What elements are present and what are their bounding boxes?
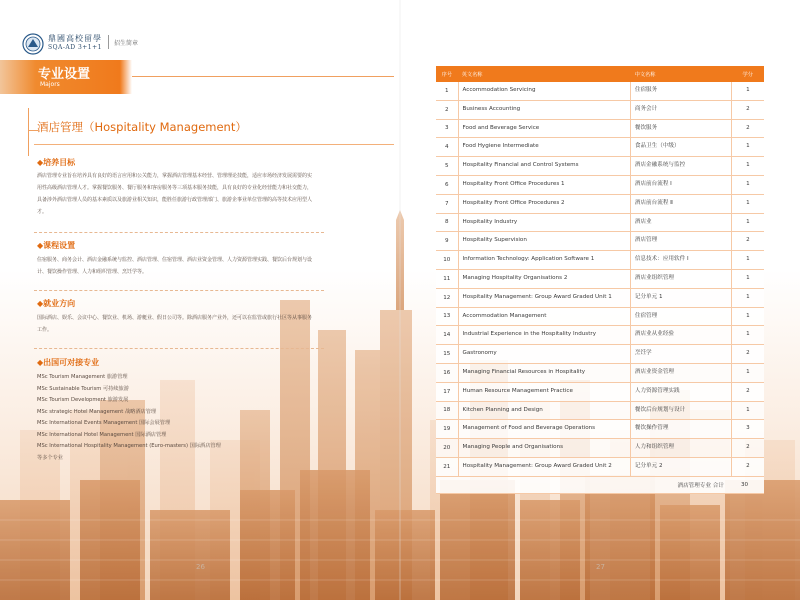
table-row: [436, 214, 764, 233]
course-table: [436, 66, 764, 494]
cell-no: 1: [444, 87, 449, 94]
cell-en: Business Accounting: [458, 101, 630, 119]
table-row: [436, 176, 764, 195]
table-total-row: [436, 477, 764, 494]
cell-credit: 2: [731, 101, 764, 119]
masters-heading: ◆出国可对接专业: [37, 358, 100, 367]
table-row: [436, 345, 764, 364]
cell-en: Hospitality Front Office Procedures 1: [458, 176, 630, 194]
col-header-cn: 中文名称: [634, 71, 656, 78]
cell-cn: 餐饮后台规划与设计: [630, 402, 731, 420]
cell-en: Kitchen Planning and Design: [458, 402, 630, 420]
cell-en: Food Hygiene Intermediate: [458, 138, 630, 156]
list-item: MSc Sustainable Tourism 可持续旅游: [37, 385, 129, 392]
cell-en: Gastronomy: [458, 345, 630, 363]
cell-cn: 住宿服务: [630, 82, 731, 100]
table-row: [436, 289, 764, 308]
cell-cn: 食品卫生（中级）: [630, 138, 731, 156]
cell-cn: 记分单元 1: [630, 289, 731, 307]
cell-cn: 人力和组织管理: [630, 439, 731, 457]
cell-credit: 1: [731, 138, 764, 156]
cell-no: 5: [444, 163, 449, 170]
cell-credit: 1: [731, 195, 764, 213]
page-fold: [399, 0, 401, 600]
cell-no: 14: [443, 332, 451, 339]
table-row: [436, 364, 764, 383]
table-row: [436, 82, 764, 101]
page-number-left: 26: [196, 563, 205, 571]
major-title-rule: [34, 144, 394, 145]
list-item: MSc International Hospitality Management (Euro-masters) 国际酒店管理: [37, 443, 221, 449]
cell-cn: 酒店管理: [630, 232, 731, 250]
careers-text: 国际酒店、娱乐、会议中心、餐饮业、机场、游艇业、假日公司等。除酒店服务产业外，还可以在监管或旅行社区等从事服务工作。: [37, 315, 313, 333]
list-item: MSc International Events Management 国际会展管理: [37, 420, 171, 426]
table-row: [436, 326, 764, 345]
cell-en: Information Technology: Application Software 1: [458, 251, 630, 269]
cell-credit: 1: [731, 289, 764, 307]
cell-no: 20: [443, 445, 451, 452]
cell-credit: 1: [731, 402, 764, 420]
cell-en: Management of Food and Beverage Operations: [458, 420, 630, 438]
cell-en: Accommodation Management: [458, 308, 630, 326]
masters-list: [37, 372, 317, 464]
careers-heading: ◆就业方向: [37, 299, 76, 308]
divider: [34, 290, 324, 291]
cell-no: 2: [444, 106, 449, 113]
table-row: [436, 101, 764, 120]
cell-no: 8: [444, 219, 449, 226]
cell-credit: 1: [731, 364, 764, 382]
cell-cn: 酒店前台流程 Ⅰ: [630, 176, 731, 194]
table-header: [436, 66, 764, 82]
col-header-credit: 学分: [742, 71, 753, 78]
cell-credit: 1: [731, 157, 764, 175]
cell-no: 13: [443, 313, 451, 320]
header-divider: [108, 35, 109, 49]
table-body: [436, 82, 764, 477]
table-row: [436, 383, 764, 402]
banner-subtitle: Majors: [40, 81, 60, 88]
banner-title: 专业设置: [38, 67, 91, 82]
col-header-en: 英文名称: [461, 71, 483, 78]
cell-credit: 3: [731, 420, 764, 438]
objectives-text: 酒店管理专业旨在培养具有良好的语言应用和公关能力，掌握酒店管理基本经营、管理理论技能，适应市场经济发展需要的实用性高级酒店管理人才。掌握餐饮服务、餐厅服务和客房服务等三项基本服务技能，具有良好的专业化经营能力和社交能力，具备涉外酒店管理人员的基本素质以及旅游业相关知识，能胜任旅游行政管理部门、旅游企事业单位管理的高等技术应用型人才。: [37, 173, 313, 215]
major-title: 酒店管理（Hospitality Management）: [37, 120, 247, 134]
section-bracket: [28, 108, 35, 156]
cell-cn: 酒店金融系统与监控: [630, 157, 731, 175]
cell-credit: 2: [731, 120, 764, 138]
cell-cn: 餐饮服务: [630, 120, 731, 138]
cell-credit: 1: [731, 251, 764, 269]
table-row: [436, 308, 764, 327]
cell-no: 17: [443, 388, 451, 395]
cell-credit: 2: [731, 439, 764, 457]
page-number-right: 27: [596, 563, 605, 571]
banner-rule: [132, 76, 394, 77]
cell-en: Hospitality Front Office Procedures 2: [458, 195, 630, 213]
cell-en: Industrial Experience in the Hospitality Industry: [458, 326, 630, 344]
cell-credit: 1: [731, 214, 764, 232]
cell-en: Food and Beverage Service: [458, 120, 630, 138]
cell-credit: 2: [731, 232, 764, 250]
header-tag: 招生简章: [114, 40, 139, 47]
section-banner-fade: [120, 60, 132, 94]
cell-no: 18: [443, 407, 451, 414]
cell-no: 6: [444, 181, 449, 188]
total-label: 酒店管理专业 合计: [677, 482, 724, 489]
cell-credit: 2: [731, 383, 764, 401]
table-row: [436, 439, 764, 458]
cell-no: 16: [443, 369, 451, 376]
cell-credit: 1: [731, 326, 764, 344]
table-row: [436, 270, 764, 289]
cell-cn: 记分单元 2: [630, 458, 731, 476]
cell-en: Managing Financial Resources in Hospitality: [458, 364, 630, 382]
cell-cn: 住宿管理: [630, 308, 731, 326]
cell-no: 3: [444, 125, 449, 132]
table-row: [436, 420, 764, 439]
table-row: [436, 251, 764, 270]
cell-no: 9: [444, 238, 449, 245]
courses-text: 住宿服务、商务会计、酒店金融系统与监控、酒店管理、住宿管理、酒店业资金管理、人力资源管理实践、餐饮后台规划与设计、餐饮操作管理、人力和组织管理、烹饪学等。: [37, 257, 313, 275]
list-item: 等多个专业: [37, 454, 63, 461]
school-logo-icon: [22, 33, 44, 55]
cell-en: Hospitality Industry: [458, 214, 630, 232]
cell-cn: 餐饮操作管理: [630, 420, 731, 438]
list-item: MSc Tourism Management 旅游管理: [37, 374, 128, 380]
col-header-no: 序号: [441, 71, 453, 78]
cell-no: 15: [443, 351, 451, 358]
table-row: [436, 402, 764, 421]
cell-cn: 酒店前台流程 Ⅱ: [630, 195, 731, 213]
cell-en: Accommodation Servicing: [458, 82, 630, 100]
cell-cn: 烹饪学: [630, 345, 731, 363]
cell-en: Hospitality Financial and Control Systems: [458, 157, 630, 175]
objectives-heading: ◆培养目标: [37, 158, 76, 167]
cell-credit: 2: [731, 345, 764, 363]
cell-en: Managing Hospitality Organisations 2: [458, 270, 630, 288]
total-value: 30: [740, 481, 749, 488]
cell-credit: 2: [731, 458, 764, 476]
table-row: [436, 138, 764, 157]
cell-en: Hospitality Supervision: [458, 232, 630, 250]
cell-credit: 1: [731, 308, 764, 326]
cell-cn: 商务会计: [630, 101, 731, 119]
table-row: [436, 195, 764, 214]
cell-no: 12: [443, 294, 451, 301]
table-row: [436, 120, 764, 139]
cell-credit: 1: [731, 82, 764, 100]
cell-no: 10: [443, 257, 451, 264]
cell-en: Hospitality Management: Group Award Graded Unit 2: [458, 458, 630, 476]
table-row: [436, 232, 764, 251]
cell-cn: 酒店业从业经验: [630, 326, 731, 344]
school-subtitle: SQA-AD 3+1+1: [48, 44, 102, 51]
list-item: MSc strategic Hotel Management 战略酒店管理: [37, 408, 157, 415]
cell-en: Managing People and Organisations: [458, 439, 630, 457]
cell-en: Hospitality Management: Group Award Graded Unit 1: [458, 289, 630, 307]
cell-credit: 1: [731, 176, 764, 194]
cell-cn: 酒店业资金管理: [630, 364, 731, 382]
cell-en: Human Resource Management Practice: [458, 383, 630, 401]
cell-credit: 1: [731, 270, 764, 288]
cell-no: 21: [443, 463, 451, 470]
cell-cn: 信息技术：应用软件 Ⅰ: [630, 251, 731, 269]
cell-no: 19: [443, 426, 451, 433]
cell-no: 11: [443, 275, 451, 282]
list-item: MSc Tourism Development 旅游发展: [37, 397, 129, 403]
table-row: [436, 157, 764, 176]
divider: [34, 348, 324, 349]
list-item: MSc International Hotel Management 国际酒店管理: [37, 431, 167, 438]
table-row: [436, 458, 764, 477]
courses-heading: ◆课程设置: [37, 241, 76, 250]
cell-cn: 人力资源管理实践: [630, 383, 731, 401]
school-name: 鼎國高校留學: [48, 34, 102, 43]
cell-no: 4: [444, 144, 449, 151]
cell-no: 7: [444, 200, 449, 207]
cell-cn: 酒店业: [630, 214, 731, 232]
divider: [34, 232, 324, 233]
cell-cn: 酒店业组织管理: [630, 270, 731, 288]
